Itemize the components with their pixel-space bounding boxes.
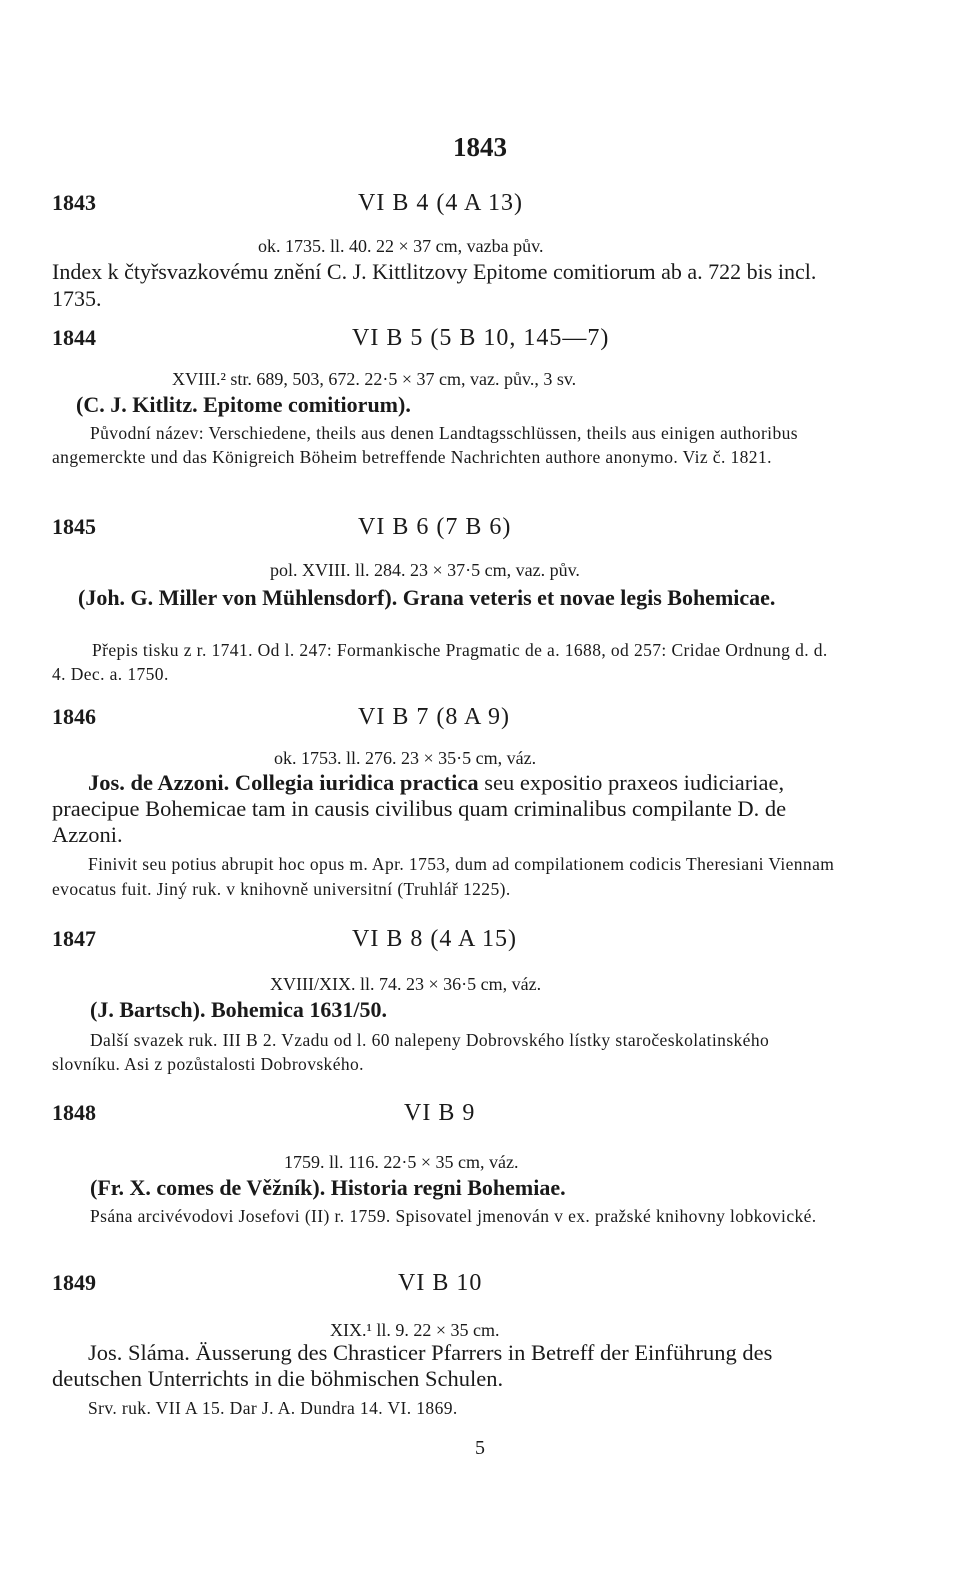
- entry-work-title: Bohemica 1631/50.: [210, 997, 387, 1022]
- entry-work-title: Grana veteris et novae legis Bohemicae.: [402, 585, 776, 610]
- entry-title: [90, 996, 842, 1023]
- shelf-signature: VI B 6 (7 B 6): [358, 514, 512, 540]
- entry-note: Finivit seu potius abrupit hoc opus m. Apr. 1753, dum ad compilationem codicis Theresiani Viennam evocatus fuit. Jiný ruk. v knihovně universitní (Truhlář 1225).: [52, 854, 835, 899]
- entry-text: Index k čtyřsvazkovému znění C. J. Kittlitzovy Epitome comitiorum ab a. 722 bis incl. 1735.: [52, 259, 817, 311]
- physical-description: 1759. ll. 116. 22·5 × 35 cm, váz.: [284, 1152, 519, 1172]
- entry-author: (J. Bartsch).: [90, 997, 206, 1022]
- physical-description: XIX.¹ ll. 9. 22 × 35 cm.: [330, 1320, 500, 1340]
- entry-title: [52, 1340, 842, 1392]
- entry-note: Další svazek ruk. III B 2. Vzadu od l. 60 nalepeny Dobrovského lístky staročeskolatinského slovníku. Asi z pozůstalosti Dobrovského.: [52, 1030, 770, 1074]
- entry-text: seu expositio praxeos iudiciariae, praecipue Bohemicae tam in causis civilibus quam criminalibus compilante D. de Azzoni.: [52, 770, 787, 847]
- entry-note: Původní název: Verschiedene, theils aus denen Landtagsschlüssen, theils aus einigen authoribus angemerckte und das Königreich Böheim betreffende Nachrichten authore anonymo. Viz č. 1821.: [52, 423, 798, 467]
- entry-author: (Joh. G. Miller von Mühlensdorf).: [78, 585, 398, 610]
- entry-note: Srv. ruk. VII A 15. Dar J. A. Dundra 14. VI. 1869.: [88, 1398, 458, 1418]
- entry-title: [90, 1174, 842, 1201]
- shelf-signature: VI B 7 (8 A 9): [358, 704, 510, 730]
- entry-number: 1849: [52, 1270, 96, 1295]
- physical-description: XVIII/XIX. ll. 74. 23 × 36·5 cm, váz.: [270, 974, 542, 994]
- entry-text: Jos. Sláma. Äusserung des Chrasticer Pfarrers in Betreff der Einführung des deutschen Unterrichts in die böhmischen Schulen.: [52, 1340, 773, 1391]
- entry-title: [52, 584, 842, 611]
- entry-number: 1847: [52, 926, 96, 951]
- physical-description: XVIII.² str. 689, 503, 672. 22·5 × 37 cm, vaz. pův., 3 sv.: [172, 369, 577, 389]
- entry-title: [52, 770, 842, 848]
- shelf-signature: VI B 5 (5 B 10, 145—7): [352, 325, 610, 351]
- entry-title: [52, 258, 842, 312]
- entry-note: Psána arcivévodovi Josefovi (II) r. 1759. Spisovatel jmenován v ex. pražské knihovny lobkovické.: [90, 1206, 817, 1226]
- entry-note: Přepis tisku z r. 1741. Od l. 247: Formankische Pragmatic de a. 1688, od 257: Cridae Ordnung d. d. 4. Dec. a. 1750.: [52, 640, 828, 684]
- entry-number: 1844: [52, 325, 96, 350]
- entry-work-title: Historia regni Bohemiae.: [330, 1175, 566, 1200]
- physical-description: pol. XVIII. ll. 284. 23 × 37·5 cm, vaz. pův.: [270, 560, 580, 580]
- entry-author: Jos. de Azzoni.: [88, 770, 230, 795]
- running-header: 1843: [453, 132, 507, 162]
- entry-author: (C. J. Kitlitz.: [76, 392, 198, 417]
- entry-number: 1845: [52, 514, 96, 539]
- entry-work-title: Collegia iuridica practica: [234, 770, 479, 795]
- entry-title: [76, 391, 842, 418]
- shelf-signature: VI B 9: [404, 1100, 476, 1126]
- shelf-signature: VI B 4 (4 A 13): [358, 190, 523, 216]
- physical-description: ok. 1735. ll. 40. 22 × 37 cm, vazba pův.: [258, 236, 544, 256]
- entry-author: (Fr. X. comes de Věžník).: [90, 1175, 326, 1200]
- physical-description: ok. 1753. ll. 276. 23 × 35·5 cm, váz.: [274, 748, 537, 768]
- shelf-signature: VI B 8 (4 A 15): [352, 926, 517, 952]
- entry-number: 1848: [52, 1100, 96, 1125]
- shelf-signature: VI B 10: [398, 1270, 483, 1296]
- entry-number: 1843: [52, 190, 96, 215]
- page-number: 5: [475, 1437, 485, 1459]
- entry-work-title: Epitome comitiorum).: [203, 392, 411, 417]
- entry-number: 1846: [52, 704, 96, 729]
